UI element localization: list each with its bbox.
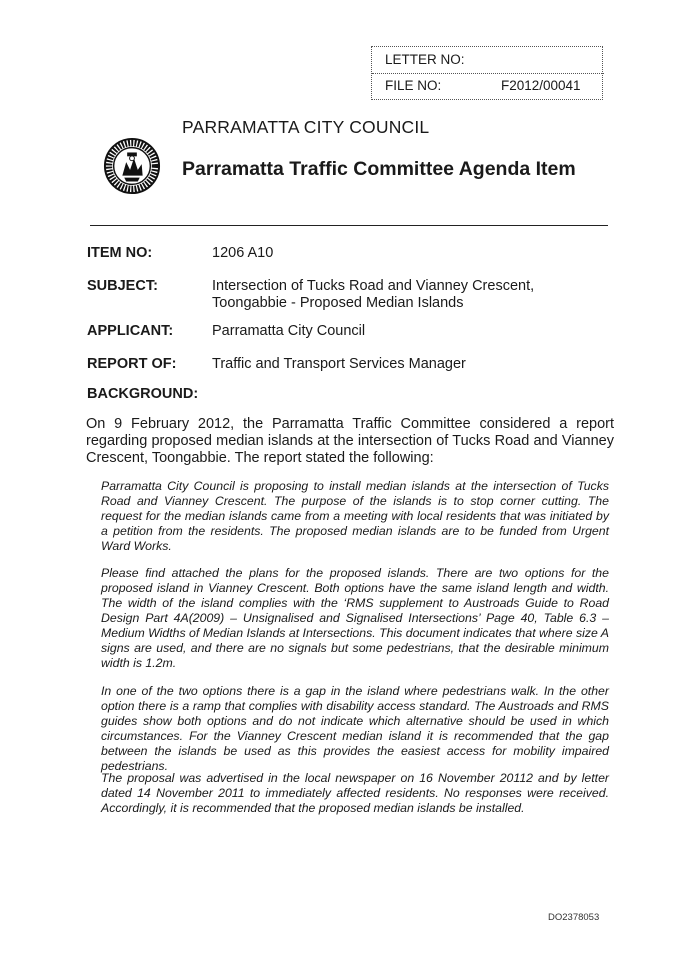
- agenda-item-title: Parramatta Traffic Committee Agenda Item: [182, 158, 576, 180]
- item-no-label: ITEM NO:: [87, 245, 153, 261]
- letter-no-row: [372, 47, 604, 74]
- quoted-paragraph: Parramatta City Council is proposing to install median islands at the intersection of Tucks Road and Vianney Crescent. The purpose of the islands is to stop corner cutting. The request for the median islands came from a meeting with local residents that was initiated by a petition from the residents. The proposed median islands are to be funded from Urgent Ward Works.: [101, 479, 609, 553]
- report-of-label: REPORT OF:: [87, 356, 177, 372]
- header-divider: [90, 225, 608, 226]
- file-no-label: FILE NO:: [385, 78, 442, 93]
- quoted-paragraph: Please find attached the plans for the proposed islands. There are two options for the proposed island in Vianney Crescent. Both options have the same island length and width. The width of the island complies with the ‘RMS supplement to Austroads Guide to Road Design Part 4A(2009) – Unsignalised and Signalised Intersections’ Page 40, Table 6.3 – Medium Widths of Median Islands at Intersections. This document indicates that where size A signs are used, and there are no signals but some pedestrians, that the desirable minimum width is 1.2m.: [101, 566, 609, 670]
- quoted-paragraph: In one of the two options there is a gap in the island where pedestrians walk. In the other option there is a ramp that complies with disability access standard. The Austroads and RMS guides show both options and do not indicate which alternative should be used in which circumstances. For the Vianney Crescent median island it is recommended that the gap between the islands be used as this provides the easiest access for mobility impaired pedestrians.: [101, 684, 609, 773]
- subject-label: SUBJECT:: [87, 278, 158, 294]
- reference-box: [371, 46, 603, 100]
- file-no-value: F2012/00041: [501, 78, 581, 93]
- letter-no-label: LETTER NO:: [385, 52, 465, 67]
- item-no-value: 1206 A10: [212, 245, 274, 261]
- applicant-value: Parramatta City Council: [212, 323, 366, 339]
- subject-value: Intersection of Tucks Road and Vianney Crescent, Toongabbie - Proposed Median Islands: [212, 278, 535, 311]
- document-id: DO2378053: [548, 912, 600, 923]
- quoted-paragraph: The proposal was advertised in the local newspaper on 16 November 20112 and by letter dated 14 November 2011 to immediately affected residents. No responses were received. Accordingly, it is recommended that the proposed median islands be installed.: [101, 771, 609, 815]
- background-intro: On 9 February 2012, the Parramatta Traffic Committee considered a report regarding proposed median islands at the intersection of Tucks Road and Vianney Crescent, Toongabbie. The report stated the following:: [86, 416, 614, 466]
- background-heading: BACKGROUND:: [87, 386, 199, 402]
- report-of-value: Traffic and Transport Services Manager: [212, 356, 466, 372]
- council-seal-icon: [103, 137, 161, 195]
- council-name: PARRAMATTA CITY COUNCIL: [182, 117, 430, 137]
- file-no-row: [372, 73, 604, 99]
- applicant-label: APPLICANT:: [87, 323, 174, 339]
